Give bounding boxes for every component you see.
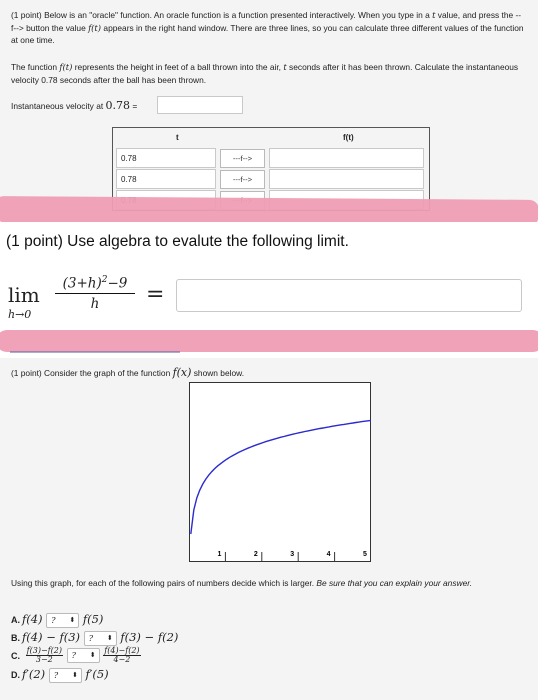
x-tick-label: 3 xyxy=(290,551,295,558)
problem-1 xyxy=(0,0,538,215)
comparison-select[interactable]: ? ⬍ xyxy=(46,613,79,628)
option-d: D. f′(2) ? ⬍ f′(5) xyxy=(11,667,109,681)
limit-symbol: lim xyxy=(8,283,40,307)
x-tick-label: 1 xyxy=(217,551,222,558)
x-tick-label: 2 xyxy=(253,551,258,558)
function-graph xyxy=(189,382,371,562)
column-header-t: t xyxy=(176,133,179,142)
comparison-select[interactable]: ? ⬍ xyxy=(67,648,100,663)
comparison-select[interactable]: ? ⬍ xyxy=(84,631,117,646)
oracle-button[interactable]: ---f--> xyxy=(220,149,265,168)
option-b: B. f(4) − f(3) ? ⬍ f(3) − f(2) xyxy=(11,630,179,644)
problem-3-intro: (1 point) Consider the graph of the function f(x) shown below. xyxy=(11,366,245,379)
velocity-label: Instantaneous velocity at 0.78 = xyxy=(11,99,138,112)
select-arrows-icon: ⬍ xyxy=(89,651,96,659)
t-input[interactable]: 0.78 xyxy=(116,148,216,168)
points-label: (1 point) xyxy=(11,10,42,20)
problem-3-question: Using this graph, for each of the following pairs of numbers decide which is larger. Be sure that you can explain your answer. xyxy=(11,578,473,588)
option-c: C. $\frac{f(3)-f(2)}{3-2}$ ? ⬍ $\frac{f(4)-f(2)}{4-2}$ xyxy=(11,646,140,664)
problem-2-title: (1 point) Use algebra to evalute the following limit. xyxy=(6,233,349,250)
limit-fraction: $(3+h)^2-9$ h xyxy=(55,275,135,312)
select-arrows-icon: ⬍ xyxy=(69,615,76,624)
divider xyxy=(10,351,180,353)
column-header-ft: f(t) xyxy=(343,133,354,142)
oracle-button[interactable]: ---f--> xyxy=(220,170,265,189)
comparison-select[interactable]: ? ⬍ xyxy=(49,668,82,683)
problem-3 xyxy=(0,358,538,700)
t-input[interactable]: 0.78 xyxy=(116,169,216,189)
velocity-input[interactable] xyxy=(157,96,243,114)
f-output xyxy=(269,148,424,168)
select-arrows-icon: ⬍ xyxy=(71,670,78,679)
problem-1-task: The function f(t) represents the height in feet of a ball thrown into the air, t seconds after it has been thrown. Calculate the instantaneous velocity 0.78 seconds after the ball has been thrown. xyxy=(11,62,519,85)
option-a: A. f(4) ? ⬍ f(5) xyxy=(11,612,104,626)
limit-subscript: h→0 xyxy=(8,308,32,321)
limit-answer-input[interactable] xyxy=(176,279,522,312)
f-output xyxy=(269,169,424,189)
select-arrows-icon: ⬍ xyxy=(106,633,113,642)
equals-sign: = xyxy=(146,282,165,307)
x-tick-label: 4 xyxy=(326,551,331,558)
problem-1-intro: (1 point) Below is an "oracle" function. An oracle function is a function presented interactively. When you type in a t value, and press the --f--> button the value f(t) appears in the right hand window. There are three lines, so you can calculate three different values of the function at one time. xyxy=(11,10,524,45)
highlight-mark xyxy=(0,330,538,352)
x-tick-label: 5 xyxy=(363,551,367,558)
